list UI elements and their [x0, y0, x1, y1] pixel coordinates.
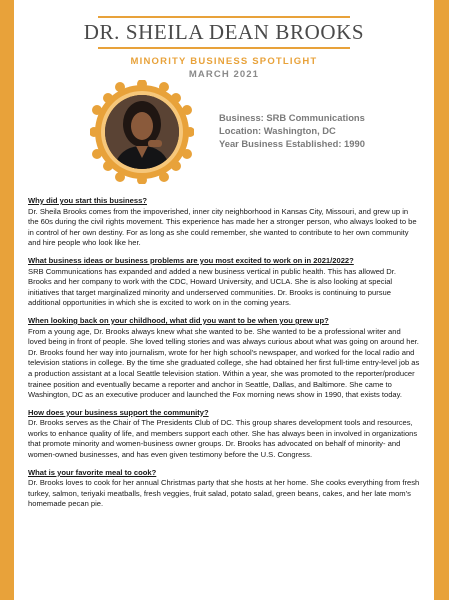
question-4: How does your business support the community?: [28, 407, 209, 417]
title-rule-top: [98, 16, 350, 18]
title-rule-bottom: [98, 47, 350, 49]
spotlight-subtitle: MINORITY BUSINESS SPOTLIGHT: [130, 56, 318, 67]
answer-5: Dr. Brooks loves to cook for her annual Christmas party that she hosts at her home. She cooks everything from fresh turkey, salmon, teriyaki meatballs, fresh veggies, fruit salad, potato salad, green beans, cakes, and her late mom's homemade pecan pie.: [28, 478, 420, 509]
question-2: What business ideas or business problems are you most excited to work on in 2021/2022?: [28, 255, 354, 265]
page-title: DR. SHEILA DEAN BROOKS: [83, 20, 365, 44]
newsletter-page: [14, 0, 434, 600]
business-established: Year Business Established: 1990: [219, 138, 365, 149]
portrait-badge: [90, 80, 194, 184]
answer-3: From a young age, Dr. Brooks always knew what she wanted to be. She wanted to be a professional writer and loved being in front of people. She loved telling stories and was always curious about what was going on around her. Dr. Brooks found her way into journalism, wrote for her high school's newspaper, and worked for the local radio and television stations in college. By the time she graduated college, she had obtained her first full-time entry-level job as a production assistant at a local Seattle television station. Within a year, she was promoted to the reporter/producer trainee position and eventually became a reporter and anchor in Seattle, Dallas, and Baltimore. She came to Washington, DC as an executive producer and launched the Fox morning news show in 1990, that exists today.: [28, 326, 420, 400]
business-name: Business: SRB Communications: [219, 112, 365, 123]
question-1: Why did you start this business?: [28, 196, 147, 205]
business-location: Location: Washington, DC: [219, 125, 336, 136]
answer-2: SRB Communications has expanded and added a new business vertical in public health. This has allowed Dr. Brooks and her company to work with the CDC, Howard University, and UCLA. She is also looking at special initiatives that target marginalized minority and underserved communities. Dr. Brooks is continuing to pursue additional opportunities in which she is excited to work on in the coming years.: [28, 266, 396, 308]
qa-section: [28, 196, 420, 517]
answer-4: Dr. Brooks serves as the Chair of The Presidents Club of DC. This group shares development tools and resources, works to enhance quality of life, and members support each other. She has always been in involved in organizations that promote minority and women-business owner groups. Dr. Brooks has advocated on behalf of minority- and women-owned businesses, and has even given testimony before the U.S. Congress.: [28, 418, 418, 460]
answer-1: Dr. Sheila Brooks comes from the impoverished, inner city neighborhood in Kansas City, Missouri, and grew up in the 60s during the civil rights movement. This experience has made her a stronger person, who always looked to be in control of her own destiny. For as long as she could remember, she wanted to contribute to her own community and hire people who look like her.: [28, 206, 417, 248]
business-info: [219, 111, 365, 150]
issue-date: MARCH 2021: [188, 69, 260, 80]
question-5: What is your favorite meal to cook?: [28, 467, 157, 477]
question-3: When looking back on your childhood, what did you want to be when you grew up?: [28, 315, 329, 325]
